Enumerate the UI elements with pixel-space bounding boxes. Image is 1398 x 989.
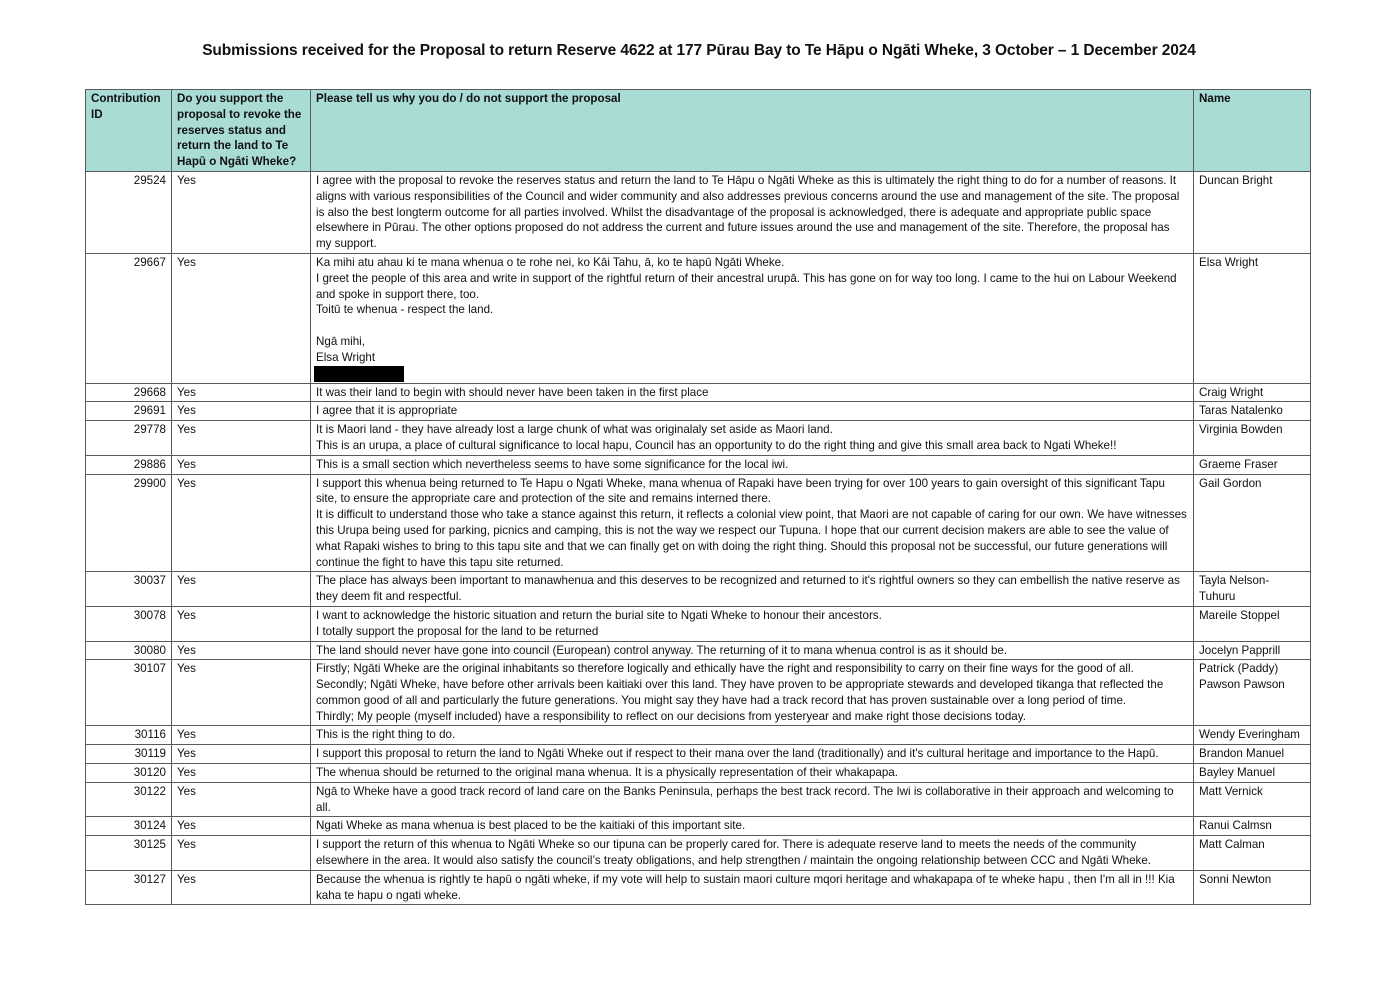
reason-cell <box>311 402 1194 421</box>
reason-text: The whenua should be returned to the original mana whenua. It is a physically representation of their whakapapa. <box>316 766 898 780</box>
reason-cell <box>311 870 1194 905</box>
support-cell: Yes <box>172 421 311 456</box>
support-cell: Yes <box>172 171 311 253</box>
submitter-name-cell: Sonni Newton <box>1194 870 1311 905</box>
reason-cell <box>311 782 1194 817</box>
header-reason: Please tell us why you do / do not support the proposal <box>311 90 1194 172</box>
submitter-name-cell: Brandon Manuel <box>1194 745 1311 764</box>
table-row <box>86 836 1311 871</box>
reason-text: Thirdly; My people (myself included) have a responsibility to reflect on our decisions from yesteryear and make right those decisions today. <box>316 709 1026 723</box>
header-name: Name <box>1194 90 1311 172</box>
contribution-id-cell: 30107 <box>86 660 172 726</box>
reason-cell <box>311 726 1194 745</box>
submitter-name-cell: Wendy Everingham <box>1194 726 1311 745</box>
table-row <box>86 870 1311 905</box>
reason-cell <box>311 660 1194 726</box>
reason-text: Secondly; Ngāti Wheke, have before other arrivals been kaitiaki over this land. They have proven to be appropriate stewards and developed tikanga that reflected the common good of all and particularly the future generations. You might say they have had a track record that has proven sustainable over a long period of time. <box>316 678 1164 707</box>
support-cell: Yes <box>172 726 311 745</box>
submitter-name-cell: Duncan Bright <box>1194 171 1311 253</box>
table-row <box>86 641 1311 660</box>
submitter-name-cell: Taras Natalenko <box>1194 402 1311 421</box>
contribution-id-cell: 30078 <box>86 606 172 641</box>
submitter-name-cell: Patrick (Paddy) Pawson Pawson <box>1194 660 1311 726</box>
reason-text: Elsa Wright <box>316 350 376 364</box>
redaction-bar <box>314 366 404 382</box>
contribution-id-cell: 30037 <box>86 572 172 607</box>
contribution-id-cell: 30119 <box>86 745 172 764</box>
reason-cell <box>311 817 1194 836</box>
contribution-id-cell: 29886 <box>86 455 172 474</box>
reason-text: I greet the people of this area and write in support of the rightful return of their ancestral urupā. This has gone on for way too long. I came to the hui on Labour Weekend and spoke in support there, too. <box>316 271 1177 301</box>
submitter-name-cell: Mareile Stoppel <box>1194 606 1311 641</box>
reason-cell <box>311 641 1194 660</box>
submitter-name-cell: Ranui Calmsn <box>1194 817 1311 836</box>
support-cell: Yes <box>172 836 311 871</box>
page-title: Submissions received for the Proposal to return Reserve 4622 at 177 Pūrau Bay to Te Hāpu o Ngāti Wheke, 3 October – 1 December 2024 <box>202 42 1196 59</box>
reason-text: It is difficult to understand those who take a stance against this return, it reflects a colonial view point, that Maori are not capable of caring for our own. We have witnesses this Urupa being used for parking, picnics and camping, this is not the way we respect our Tupuna. I hope that our current decision makers are able to see the value of what Rapaki wishes to bring to this tapu site and that we can finally get on with doing the right thing. Should this proposal not be successful, our future generations will continue the fight to have this tapu site returned. <box>316 508 1187 569</box>
support-cell: Yes <box>172 455 311 474</box>
reason-text: Toitū te whenua - respect the land. <box>316 303 494 317</box>
support-cell: Yes <box>172 782 311 817</box>
submitter-name-cell: Matt Calman <box>1194 836 1311 871</box>
contribution-id-cell: 30125 <box>86 836 172 871</box>
table-row <box>86 402 1311 421</box>
header-contribution-id: Contribution ID <box>86 90 172 172</box>
submitter-name-cell: Matt Vernick <box>1194 782 1311 817</box>
reason-text: The place has always been important to manawhenua and this deserves to be recognized and returned to it's rightful owners so they can embellish the native reserve as they deem fit and respectful. <box>316 574 1180 604</box>
reason-text: I agree with the proposal to revoke the reserves status and return the land to Te Hāpu o Ngāti Wheke as this is ultimately the right thing to do for a number of reasons. It aligns with various responsibilities of the Council and wider community and also addresses previous concerns around the use and management of the site. The proposal is also the best longterm outcome for all parties involved. Whilst the disadvantage of the proposal is acknowledged, there is adequate and appropriate public space elsewhere in Pūrau. The other options proposed do not address the current and future issues around the use and management of the site. Therefore, the proposal has my support. <box>316 173 1180 251</box>
table-row <box>86 253 1311 383</box>
support-cell: Yes <box>172 660 311 726</box>
reason-text: Ngā to Wheke have a good track record of land care on the Banks Peninsula, perhaps the best track record. The Iwi is collaborative in their approach and welcoming to all. <box>316 784 1174 814</box>
table-body <box>86 171 1311 904</box>
reason-text: This is the right thing to do. <box>316 728 456 742</box>
reason-cell <box>311 745 1194 764</box>
reason-text: This is a small section which nevertheless seems to have some significance for the local iwi. <box>316 457 789 471</box>
reason-cell <box>311 383 1194 402</box>
reason-cell <box>311 764 1194 783</box>
submitter-name-cell: Bayley Manuel <box>1194 764 1311 783</box>
reason-cell <box>311 455 1194 474</box>
submitter-name-cell: Craig Wright <box>1194 383 1311 402</box>
contribution-id-cell: 29778 <box>86 421 172 456</box>
contribution-id-cell: 29668 <box>86 383 172 402</box>
table-row <box>86 745 1311 764</box>
reason-cell <box>311 474 1194 572</box>
support-cell: Yes <box>172 572 311 607</box>
reason-cell <box>311 572 1194 607</box>
submitter-name-cell: Graeme Fraser <box>1194 455 1311 474</box>
submitter-name-cell: Tayla Nelson-Tuhuru <box>1194 572 1311 607</box>
reason-text: I support this whenua being returned to Te Hapu o Ngati Wheke, mana whenua of Rapaki have been trying for over 100 years to gain oversight of this significant Tapu site, to ensure the appropriate care and protection of the site and remains interned there. <box>316 476 1166 506</box>
table-row <box>86 782 1311 817</box>
reason-cell <box>311 171 1194 253</box>
contribution-id-cell: 29691 <box>86 402 172 421</box>
reason-text: I support this proposal to return the land to Ngāti Wheke out if respect to their mana over the land (traditionally) and it's cultural heritage and importance to the Hapū. <box>316 747 1159 761</box>
reason-text: Ngati Wheke as mana whenua is best placed to be the kaitiaki of this important site. <box>316 819 746 833</box>
table-row <box>86 171 1311 253</box>
submitter-name-cell: Virginia Bowden <box>1194 421 1311 456</box>
contribution-id-cell: 30127 <box>86 870 172 905</box>
contribution-id-cell: 30080 <box>86 641 172 660</box>
reason-text: I agree that it is appropriate <box>316 404 458 418</box>
support-cell: Yes <box>172 641 311 660</box>
contribution-id-cell: 30120 <box>86 764 172 783</box>
contribution-id-cell: 30124 <box>86 817 172 836</box>
reason-text: Ngā mihi, <box>316 334 365 348</box>
reason-cell <box>311 606 1194 641</box>
support-cell: Yes <box>172 870 311 905</box>
table-row <box>86 726 1311 745</box>
reason-text: I totally support the proposal for the land to be returned <box>316 624 599 638</box>
contribution-id-cell: 29900 <box>86 474 172 572</box>
submissions-table <box>85 89 1311 905</box>
table-row <box>86 383 1311 402</box>
blank-line <box>316 318 1188 334</box>
reason-text: Firstly; Ngāti Wheke are the original inhabitants so therefore logically and ethically have the right and responsibility to carry on their fine ways for the good of all. <box>316 662 1134 676</box>
reason-text: This is an urupa, a place of cultural significance to local hapu, Council has an opportunity to do the right thing and give this small area back to Ngati Wheke!! <box>316 438 1117 452</box>
reason-text: I want to acknowledge the historic situation and return the burial site to Ngati Wheke to honour their ancestors. <box>316 608 882 622</box>
submitter-name-cell: Jocelyn Papprill <box>1194 641 1311 660</box>
reason-text: I support the return of this whenua to Ngāti Wheke so our tipuna can be properly cared for. There is adequate reserve land to meets the needs of the community elsewhere in the area. It would also satisfy the council’s treaty obligations, and help strengthen / maintain the ongoing relationship between CCC and Ngāti Wheke. <box>316 838 1152 868</box>
table-row <box>86 660 1311 726</box>
support-cell: Yes <box>172 606 311 641</box>
submitter-name-cell: Gail Gordon <box>1194 474 1311 572</box>
table-row <box>86 572 1311 607</box>
table-row <box>86 817 1311 836</box>
reason-text: It is Maori land - they have already lost a large chunk of what was originalaly set aside as Maori land. <box>316 423 833 437</box>
support-cell: Yes <box>172 383 311 402</box>
support-cell: Yes <box>172 764 311 783</box>
table-row <box>86 764 1311 783</box>
table-row <box>86 421 1311 456</box>
submitter-name-cell: Elsa Wright <box>1194 253 1311 383</box>
table-header-row <box>86 90 1311 172</box>
reason-text: Because the whenua is rightly te hapū o ngāti wheke, if my vote will help to sustain maori culture mqori heritage and whakapapa of te wheke hapu , then I'm all in !!! Kia kaha te hapu o ngati wheke. <box>316 872 1175 902</box>
reason-cell <box>311 253 1194 383</box>
reason-cell <box>311 421 1194 456</box>
reason-text: Ka mihi atu ahau ki te mana whenua o te rohe nei, ko Kāi Tahu, ā, ko te hapū Ngāti Wheke. <box>316 255 785 269</box>
support-cell: Yes <box>172 402 311 421</box>
header-support: Do you support the proposal to revoke the reserves status and return the land to Te Hapū o Ngāti Wheke? <box>172 90 311 172</box>
table-row <box>86 474 1311 572</box>
support-cell: Yes <box>172 817 311 836</box>
reason-text: The land should never have gone into council (European) control anyway. The returning of it to mana whenua control is as it should be. <box>316 643 1008 657</box>
support-cell: Yes <box>172 253 311 383</box>
contribution-id-cell: 30116 <box>86 726 172 745</box>
support-cell: Yes <box>172 474 311 572</box>
reason-text: It was their land to begin with should never have been taken in the first place <box>316 385 709 399</box>
reason-cell <box>311 836 1194 871</box>
contribution-id-cell: 29524 <box>86 171 172 253</box>
support-cell: Yes <box>172 745 311 764</box>
table-row <box>86 455 1311 474</box>
contribution-id-cell: 29667 <box>86 253 172 383</box>
table-row <box>86 606 1311 641</box>
contribution-id-cell: 30122 <box>86 782 172 817</box>
